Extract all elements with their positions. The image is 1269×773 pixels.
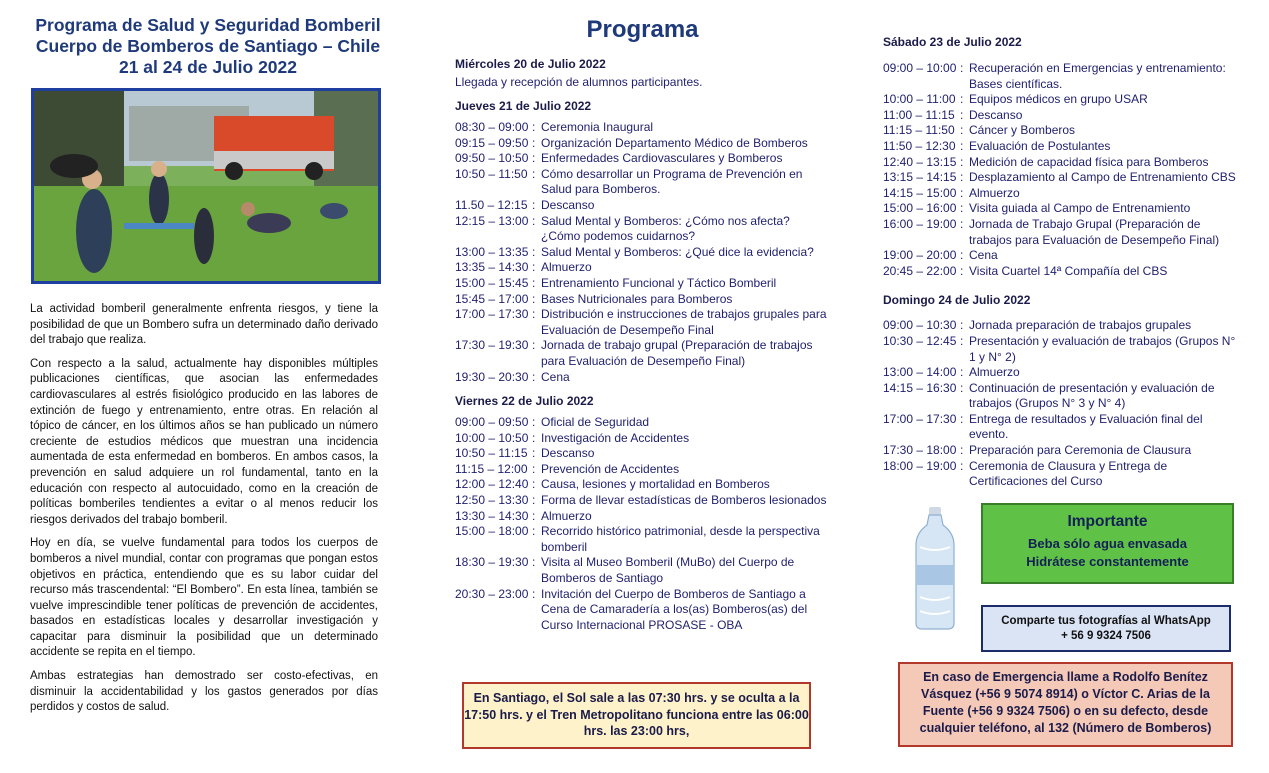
schedule-activity: Cena	[541, 369, 570, 384]
schedule-separator: :	[532, 446, 536, 461]
schedule-row	[455, 151, 830, 167]
schedule-separator: :	[960, 248, 964, 263]
schedule-separator: :	[532, 461, 536, 476]
schedule-activity: Equipos médicos en grupo USAR	[969, 92, 1148, 107]
schedule-row	[455, 120, 830, 136]
schedule-activity: Almuerzo	[541, 508, 592, 523]
schedule-separator: :	[960, 318, 964, 333]
schedule-row	[455, 167, 830, 198]
schedule-separator: :	[532, 477, 536, 492]
schedule-activity: Jornada de Trabajo Grupal (Preparación de trabajos para Evaluación de Desempeño Final)	[969, 216, 1220, 247]
schedule-activity: Descanso	[541, 197, 595, 212]
schedule-separator: :	[532, 135, 536, 150]
schedule-activity: Jornada de trabajo grupal (Preparación de trabajos para Evaluación de Desempeño Final)	[541, 338, 813, 368]
schedule-separator: :	[532, 275, 536, 290]
schedule-time: 13:00 – 13:35	[455, 244, 529, 259]
sunday-heading: Domingo 24 de Julio 2022	[883, 293, 1031, 308]
schedule-row	[455, 462, 830, 478]
schedule-time: 15:45 – 17:00	[455, 291, 529, 306]
schedule-activity: Almuerzo	[541, 260, 592, 275]
wednesday-note: Llegada y recepción de alumnos participantes.	[455, 75, 703, 89]
schedule-row	[455, 446, 830, 462]
schedule-activity: Visita al Museo Bomberil (MuBo) del Cuerpo de Bomberos de Santiago	[541, 555, 795, 586]
schedule-activity: Desplazamiento al Campo de Entrenamiento CBS	[969, 170, 1236, 185]
schedule-row	[455, 477, 830, 493]
schedule-time: 14:15 – 15:00	[883, 185, 957, 200]
emergency-box: En caso de Emergencia llame a Rodolfo Benítez Vásquez (+56 9 5074 8914) o Víctor C. Arias de la Fuente (+56 9 9324 7506) o en su defecto, desde cualquier teléfono, al 132 (Número de Bomberos)	[898, 662, 1233, 747]
schedule-time: 11:00 – 11:15	[883, 107, 955, 122]
schedule-row	[883, 264, 1243, 280]
program-title: Programa	[586, 16, 699, 43]
schedule-activity: Ceremonia de Clausura y Entrega de Certificaciones del Curso	[969, 458, 1168, 489]
schedule-separator: :	[960, 333, 964, 348]
schedule-separator: :	[960, 138, 964, 153]
schedule-separator: :	[532, 151, 536, 166]
schedule-row	[883, 334, 1243, 365]
schedule-time: 09:50 – 10:50	[455, 151, 529, 166]
schedule-row	[455, 587, 830, 634]
schedule-time: 13:15 – 14:15	[883, 170, 957, 185]
schedule-row	[883, 201, 1243, 217]
schedule-separator: :	[532, 555, 536, 570]
schedule-activity: Almuerzo	[969, 365, 1020, 380]
schedule-row	[455, 338, 830, 369]
schedule-time: 09:15 – 09:50	[455, 135, 529, 150]
schedule-row	[455, 292, 830, 308]
schedule-activity: Salud Mental y Bomberos: ¿Qué dice la evidencia?	[541, 244, 814, 259]
schedule-time: 19:30 – 20:30	[455, 369, 529, 384]
thursday-heading: Jueves 21 de Julio 2022	[455, 99, 592, 113]
schedule-activity: Prevención de Accidentes	[541, 461, 680, 476]
schedule-activity: Organización Departamento Médico de Bomberos	[541, 135, 808, 150]
schedule-row	[455, 524, 830, 555]
friday-schedule	[455, 415, 830, 633]
schedule-separator: :	[532, 244, 536, 259]
schedule-row	[455, 214, 830, 245]
schedule-separator: :	[532, 508, 536, 523]
schedule-time: 10:00 – 11:00	[883, 92, 956, 107]
middle-column	[455, 0, 830, 642]
schedule-row	[455, 509, 830, 525]
schedule-separator: :	[960, 185, 964, 200]
health-paragraph: Con respecto a la salud, actualmente hay disponibles múltiples publicaciones científicas, que asocian las enfermedades cardiovasculares al estrés fisiológico producido en las labores de extinción de fuego y entrenamiento, entre otras. En relación al tópico de cáncer, en los últimos años se han publicado un número creciente de estudios médicos que muestran una incidencia aumentada de esta enfermedad en bomberos. En ambos casos, la prevención en salud adquiere un rol fundamental, tanto en la educación con respecto al autocuidado, como en la creación de políticas bomberiles tendientes a evitar o al menos reducir los riesgos derivados del trabajo bomberil.	[30, 357, 378, 526]
schedule-row	[883, 108, 1243, 124]
schedule-row	[883, 139, 1243, 155]
schedule-separator: :	[532, 586, 536, 601]
schedule-separator: :	[532, 415, 536, 430]
schedule-activity: Oficial de Seguridad	[541, 415, 650, 430]
schedule-separator: :	[532, 260, 536, 275]
schedule-row	[455, 370, 830, 386]
schedule-separator: :	[532, 213, 536, 228]
schedule-row	[455, 245, 830, 261]
whatsapp-line-2: + 56 9 9324 7506	[1061, 630, 1151, 642]
schedule-separator: :	[532, 493, 536, 508]
schedule-time: 18:30 – 19:30	[455, 555, 529, 570]
brochure-header	[30, 15, 386, 78]
schedule-separator: :	[532, 307, 536, 322]
schedule-activity: Evaluación de Postulantes	[969, 138, 1111, 153]
schedule-row	[883, 61, 1243, 92]
schedule-row	[883, 318, 1243, 334]
schedule-time: 13:30 – 14:30	[455, 508, 529, 523]
schedule-activity: Investigación de Accidentes	[541, 430, 690, 445]
schedule-time: 17:30 – 18:00	[883, 443, 957, 458]
whatsapp-line-1: Comparte tus fotografías al WhatsApp	[1001, 615, 1211, 627]
schedule-time: 11:50 – 12:30	[883, 138, 956, 153]
schedule-row	[883, 443, 1243, 459]
schedule-activity: Recorrido histórico patrimonial, desde la perspectiva bomberil	[541, 524, 820, 554]
schedule-row	[883, 217, 1243, 248]
schedule-time: 11:15 – 12:00	[455, 461, 528, 476]
schedule-separator: :	[532, 524, 536, 539]
schedule-separator: :	[960, 170, 964, 185]
schedule-activity: Distribución e instrucciones de trabajos grupales para Evaluación de Desempeño Final	[541, 307, 827, 337]
schedule-row	[883, 459, 1243, 490]
schedule-time: 17:30 – 19:30	[455, 338, 529, 353]
schedule-separator: :	[960, 216, 964, 231]
schedule-time: 08:30 – 09:00	[455, 120, 529, 134]
schedule-separator: :	[532, 197, 536, 212]
right-column	[883, 0, 1243, 499]
schedule-separator: :	[960, 380, 964, 395]
schedule-row	[883, 365, 1243, 381]
schedule-time: 10:50 – 11:15	[455, 446, 528, 461]
schedule-time: 19:00 – 20:00	[883, 248, 957, 263]
saturday-heading: Sábado 23 de Julio 2022	[883, 35, 1022, 49]
schedule-activity: Preparación para Ceremonia de Clausura	[969, 443, 1192, 458]
schedule-separator: :	[960, 123, 964, 138]
schedule-row	[883, 170, 1243, 186]
schedule-separator: :	[960, 61, 964, 75]
schedule-activity: Visita guiada al Campo de Entrenamiento	[969, 201, 1191, 216]
schedule-activity: Salud Mental y Bomberos: ¿Cómo nos afecta? ¿Cómo podemos cuidarnos?	[541, 213, 790, 244]
schedule-time: 15:00 – 18:00	[455, 524, 529, 539]
schedule-time: 12:15 – 13:00	[455, 213, 529, 228]
important-line-2: Hidrátese constantemente	[1026, 554, 1189, 569]
schedule-separator: :	[532, 120, 536, 134]
schedule-time: 15:00 – 16:00	[883, 201, 957, 216]
schedule-row	[883, 92, 1243, 108]
schedule-activity: Visita Cuartel 14ª Compañía del CBS	[969, 263, 1168, 278]
schedule-time: 18:00 – 19:00	[883, 458, 957, 473]
schedule-row	[455, 136, 830, 152]
header-line-3: 21 al 24 de Julio 2022	[118, 57, 298, 77]
important-box	[981, 503, 1234, 584]
water-bottle-icon	[910, 507, 960, 631]
schedule-activity: Medición de capacidad física para Bomberos	[969, 154, 1209, 169]
schedule-separator: :	[532, 291, 536, 306]
schedule-time: 11.50 – 12:15	[455, 197, 528, 212]
saturday-schedule	[883, 61, 1243, 279]
schedule-activity: Entrenamiento Funcional y Táctico Bomberil	[541, 275, 777, 290]
schedule-row	[455, 431, 830, 447]
schedule-separator: :	[960, 411, 964, 426]
schedule-activity: Recuperación en Emergencias y entrenamiento: Bases científicas.	[969, 61, 1226, 91]
schedule-activity: Jornada preparación de trabajos grupales	[969, 318, 1192, 333]
schedule-activity: Descanso	[969, 107, 1023, 122]
schedule-time: 12:00 – 12:40	[455, 477, 529, 492]
schedule-separator: :	[960, 201, 964, 216]
left-column	[30, 0, 386, 724]
schedule-separator: :	[960, 154, 964, 169]
schedule-row	[455, 198, 830, 214]
schedule-time: 17:00 – 17:30	[455, 307, 529, 322]
schedule-activity: Cómo desarrollar un Programa de Prevención en Salud para Bomberos.	[541, 166, 803, 197]
schedule-separator: :	[960, 107, 964, 122]
schedule-activity: Presentación y evaluación de trabajos (Grupos N° 1 y N° 2)	[969, 333, 1236, 364]
schedule-separator: :	[532, 166, 536, 181]
strategies-paragraph: Ambas estrategias han demostrado ser costo-efectivas, en disminuir la accidentabilidad y los gastos generados por días perdidos y costos de salud.	[30, 670, 378, 714]
thursday-schedule	[455, 120, 830, 385]
schedule-row	[883, 155, 1243, 171]
schedule-row	[455, 415, 830, 431]
schedule-row	[455, 493, 830, 509]
schedule-activity: Almuerzo	[969, 185, 1020, 200]
schedule-time: 17:00 – 17:30	[883, 411, 957, 426]
schedule-separator: :	[960, 458, 964, 473]
schedule-separator: :	[960, 92, 964, 107]
schedule-separator: :	[532, 369, 536, 384]
sunday-schedule	[883, 318, 1243, 490]
schedule-time: 09:00 – 10:30	[883, 318, 957, 333]
schedule-activity: Cena	[969, 248, 998, 263]
schedule-time: 10:00 – 10:50	[455, 430, 529, 445]
schedule-activity: Invitación del Cuerpo de Bomberos de Santiago a Cena de Camaradería a los(as) Bomberos(as) del Curso Internacional PROSASE - OBA	[541, 586, 808, 632]
schedule-activity: Forma de llevar estadísticas de Bomberos lesionados	[541, 493, 827, 508]
schedule-time: 20:30 – 23:00	[455, 586, 529, 601]
schedule-row	[455, 555, 830, 586]
schedule-time: 10:30 – 12:45	[883, 333, 957, 348]
schedule-time: 10:50 – 11:50	[455, 166, 528, 181]
santiago-info-box: En Santiago, el Sol sale a las 07:30 hrs. y se oculta a la 17:50 hrs. y el Tren Metropolitano funciona entre las 06:00 hrs. las 23:00 hrs,	[462, 682, 811, 749]
schedule-time: 09:00 – 09:50	[455, 415, 529, 430]
intro-paragraph: La actividad bomberil generalmente enfrenta riesgos, y tiene la posibilidad de que un Bombero sufra un determinado daño derivado del trabajo que realiza.	[30, 303, 378, 347]
schedule-row	[455, 276, 830, 292]
schedule-separator: :	[960, 365, 964, 380]
training-photo	[31, 88, 381, 284]
important-title: Importante	[1067, 513, 1148, 530]
schedule-separator: :	[532, 430, 536, 445]
schedule-activity: Cáncer y Bomberos	[969, 123, 1076, 138]
schedule-row	[883, 248, 1243, 264]
schedule-time: 13:00 – 14:00	[883, 365, 957, 380]
schedule-activity: Entrega de resultados y Evaluación final del evento.	[969, 411, 1203, 442]
wednesday-heading: Miércoles 20 de Julio 2022	[455, 57, 606, 71]
schedule-separator: :	[960, 263, 964, 278]
schedule-separator: :	[532, 338, 536, 353]
schedule-time: 16:00 – 19:00	[883, 216, 957, 231]
schedule-activity: Enfermedades Cardiovasculares y Bomberos	[541, 151, 783, 166]
schedule-row	[883, 381, 1243, 412]
schedule-row	[455, 307, 830, 338]
schedule-activity: Descanso	[541, 446, 595, 461]
schedule-time: 12:50 – 13:30	[455, 493, 529, 508]
schedule-time: 11:15 – 11:50	[883, 123, 955, 138]
schedule-activity: Ceremonia Inaugural	[541, 120, 654, 134]
schedule-time: 13:35 – 14:30	[455, 260, 529, 275]
header-line-2: Cuerpo de Bomberos de Santiago – Chile	[35, 36, 381, 56]
schedule-time: 12:40 – 13:15	[883, 154, 957, 169]
schedule-activity: Continuación de presentación y evaluación de trabajos (Grupos N° 3 y N° 4)	[969, 380, 1215, 411]
header-line-1: Programa de Salud y Seguridad Bomberil	[35, 15, 381, 35]
schedule-time: 09:00 – 10:00	[883, 61, 957, 75]
schedule-time: 20:45 – 22:00	[883, 263, 957, 278]
schedule-row	[883, 186, 1243, 202]
schedule-row	[455, 260, 830, 276]
schedule-time: 14:15 – 16:30	[883, 380, 957, 395]
schedule-activity: Bases Nutricionales para Bomberos	[541, 291, 733, 306]
schedule-separator: :	[960, 443, 964, 458]
important-line-1: Beba sólo agua envasada	[1028, 536, 1187, 551]
schedule-row	[883, 123, 1243, 139]
whatsapp-box	[981, 605, 1231, 652]
programs-paragraph: Hoy en día, se vuelve fundamental para todos los cuerpos de bomberos a nivel mundial, contar con programas que pongan estos objetivos en práctica, entendiendo que es su labor cuidar del recurso más trascendental: “El Bombero”. En esta línea, también se vuelve imprescindible tener políticas de prevención de accidentes, basados en estadísticas locales y desarrollar investigación y capacitar para disminuir la posibilidad que un determinado accidente se repita en el tiempo.	[30, 537, 378, 659]
schedule-activity: Causa, lesiones y mortalidad en Bomberos	[541, 477, 770, 492]
friday-heading: Viernes 22 de Julio 2022	[455, 394, 594, 409]
schedule-time: 15:00 – 15:45	[455, 275, 529, 290]
schedule-row	[883, 412, 1243, 443]
